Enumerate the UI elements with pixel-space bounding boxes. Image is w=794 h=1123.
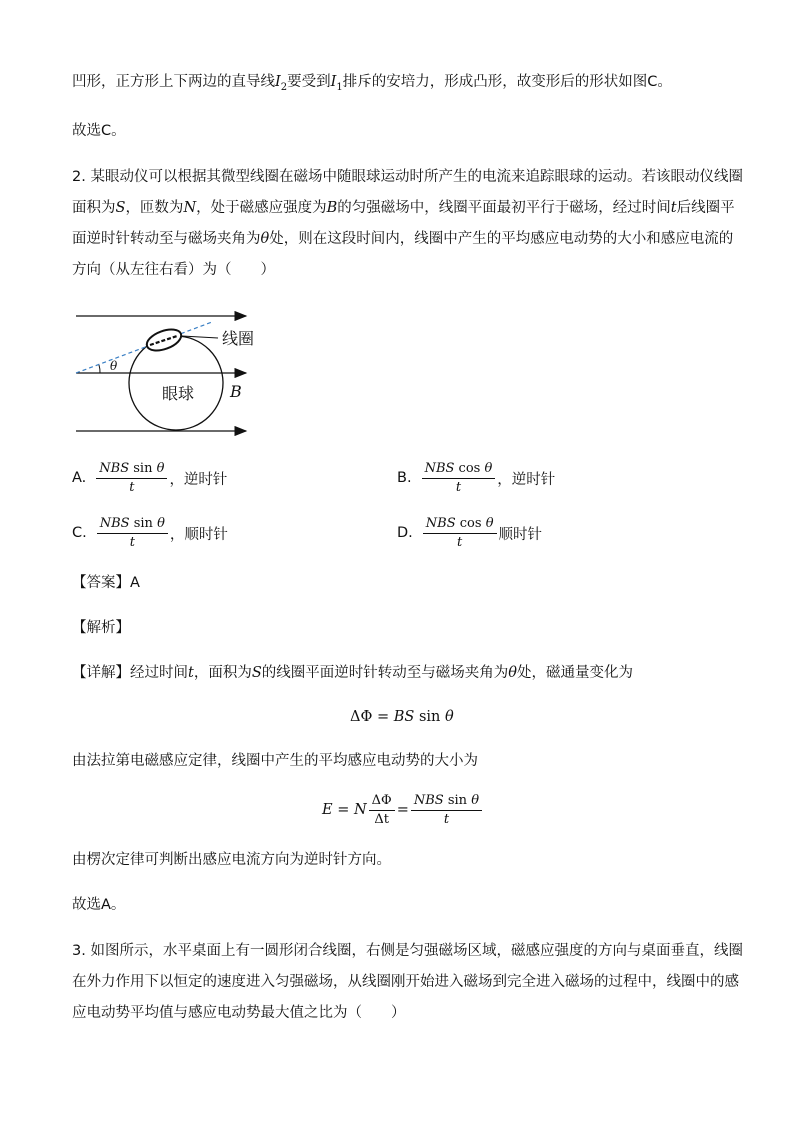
symbol-i1: $I_1$ <box>330 74 343 93</box>
eye-coil-figure <box>70 300 270 445</box>
b-field-label: B <box>230 382 242 401</box>
detail-tag: 【详解】 <box>72 665 130 681</box>
option-c-formula: $\frac{\text{NBS sin θ}}{t}$ <box>97 516 168 551</box>
answer-line <box>72 573 140 593</box>
theta-label: θ <box>110 359 118 373</box>
option-d-formula: $\frac{\text{NBS cos θ}}{t}$ <box>423 516 497 551</box>
option-d[interactable]: D. $\frac{\text{NBS cos θ}}{t}$ 顺时针 <box>397 515 543 550</box>
symbol-i2: $I_2$ <box>275 74 288 93</box>
answer-tag: 【答案】 <box>72 575 130 591</box>
option-b-formula: $\frac{\text{NBS cos θ}}{t}$ <box>422 461 496 496</box>
emf-equation: E = N $\frac{\Delta\Phi}{\Delta t}$ = $\frac{\text{NBS sin θ}}{t}$ <box>322 788 484 832</box>
prev-choose: 故选C。 <box>72 123 126 139</box>
q3-line1: 3. 如图所示，水平桌面上有一圆形闭合线圈，右侧是匀强磁场区域，磁感应强度的方向与桌面垂直，线圈 <box>72 943 743 959</box>
q2-line4: 方向（从左往右看）为（ ） <box>72 262 275 278</box>
answer-value: A <box>130 575 140 591</box>
q2-line1: 2. 某眼动仪可以根据其微型线圈在磁场中随眼球运动时所产生的电流来追踪眼球的运动。若该眼动仪线圈 <box>72 169 743 185</box>
theta-arc <box>99 365 100 373</box>
option-c[interactable]: C. $\frac{\text{NBS sin θ}}{t}$ ，顺时针 <box>72 515 228 550</box>
option-a-formula: $\frac{\text{NBS sin θ}}{t}$ <box>96 461 167 496</box>
option-a[interactable]: A. $\frac{\text{NBS sin θ}}{t}$ ，逆时针 <box>72 460 228 495</box>
flux-change-equation: ΔΦ = BS sin θ <box>350 709 454 725</box>
analysis-tag: 【解析】 <box>72 620 130 636</box>
eyeball-label: 眼球 <box>162 384 195 403</box>
detail-line: 【详解】经过时间t，面积为S的线圈平面逆时针转动至与磁场夹角为θ处，磁通量变化为 <box>72 665 633 681</box>
lenz-line: 由楞次定律可判断出感应电流方向为逆时针方向。 <box>72 852 391 868</box>
coil-plane-dashed-line <box>76 322 212 373</box>
coil-label: 线圈 <box>222 329 255 348</box>
q3-line3: 应电动势平均值与感应电动势最大值之比为（ ） <box>72 1005 406 1021</box>
option-b[interactable]: B. $\frac{\text{NBS cos θ}}{t}$ ，逆时针 <box>397 460 556 495</box>
q2-line2: 面积为S，匝数为N，处于磁感应强度为B的匀强磁场中，线圈平面最初平行于磁场，经过时间t后线圈平 <box>72 200 735 216</box>
faraday-line: 由法拉第电磁感应定律，线圈中产生的平均感应电动势的大小为 <box>72 753 478 769</box>
eyeball-circle <box>129 336 223 430</box>
q3-line2: 在外力作用下以恒定的速度进入匀强磁场，从线圈刚开始进入磁场到完全进入磁场的过程中，线圈中的感 <box>72 974 739 990</box>
q2-line3: 面逆时针转动至与磁场夹角为θ处，则在这段时间内，线圈中产生的平均感应电动势的大小和感应电流的 <box>72 231 734 247</box>
choose-line: 故选A。 <box>72 897 126 913</box>
prev-line: 凹形，正方形上下两边的直导线$I_2$要受到$I_1$排斥的安培力，形成凸形，故变形后的形状如图C。 <box>72 74 672 93</box>
